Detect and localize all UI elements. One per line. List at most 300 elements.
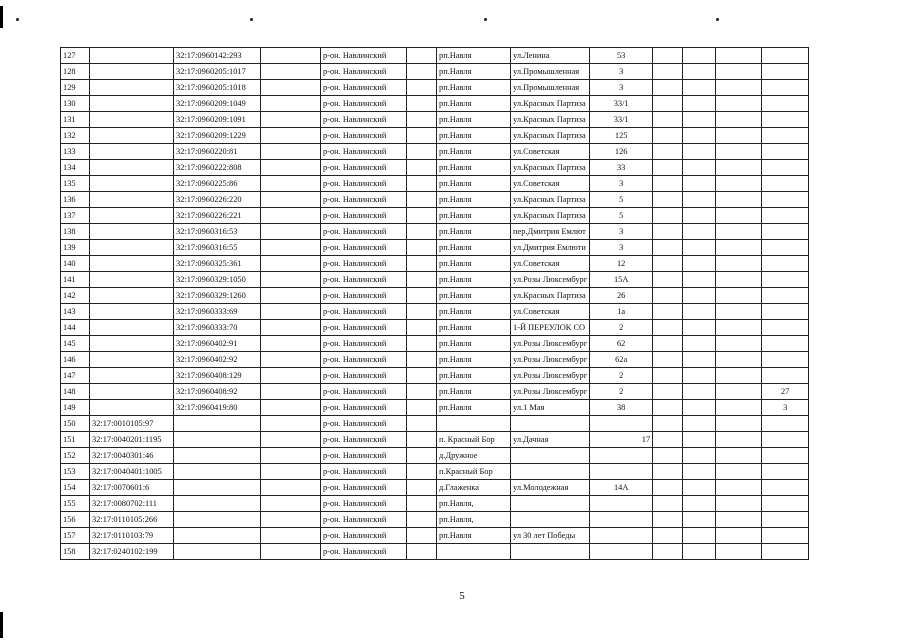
house-number-cell: 5 <box>590 192 653 208</box>
scan-dot <box>716 18 719 21</box>
extra-cell <box>653 336 683 352</box>
cadastral-number-b-cell: 32:17:0960225:86 <box>174 176 261 192</box>
apartment-cell <box>762 544 809 560</box>
cadastral-number-a-cell: 32:17:0010105:97 <box>90 416 174 432</box>
gap-cell <box>407 544 437 560</box>
blank-cell <box>683 80 716 96</box>
region-cell: р-он. Навлинский <box>321 272 407 288</box>
row-number-cell: 142 <box>61 288 90 304</box>
extra-cell <box>653 544 683 560</box>
blank-cell <box>683 192 716 208</box>
cadastral-number-b-cell: 32:17:0960408:92 <box>174 384 261 400</box>
street-cell: ул.Розы Люксембург <box>511 272 590 288</box>
gap-cell <box>407 448 437 464</box>
gap-cell <box>407 176 437 192</box>
settlement-cell <box>437 416 511 432</box>
table-row <box>61 320 809 336</box>
blank-cell <box>261 432 321 448</box>
gap-cell <box>407 240 437 256</box>
row-number-cell: 127 <box>61 48 90 64</box>
blank-cell <box>716 208 762 224</box>
apartment-cell: 27 <box>762 384 809 400</box>
house-number-cell <box>590 544 653 560</box>
settlement-cell: п.Красный Бор <box>437 464 511 480</box>
gap-cell <box>407 144 437 160</box>
gap-cell <box>407 304 437 320</box>
blank-cell <box>716 400 762 416</box>
cadastral-number-b-cell <box>174 512 261 528</box>
street-cell <box>511 544 590 560</box>
cadastral-number-a-cell <box>90 80 174 96</box>
cadastral-number-b-cell: 32:17:0960333:70 <box>174 320 261 336</box>
cadastral-number-b-cell: 32:17:0960205:1017 <box>174 64 261 80</box>
settlement-cell: рп.Навля <box>437 352 511 368</box>
cadastral-number-b-cell <box>174 496 261 512</box>
street-cell: ул 30 лет Победы <box>511 528 590 544</box>
settlement-cell <box>437 544 511 560</box>
house-number-cell <box>590 416 653 432</box>
table-row <box>61 240 809 256</box>
cadastral-number-a-cell <box>90 96 174 112</box>
blank-cell <box>716 48 762 64</box>
cadastral-number-a-cell <box>90 160 174 176</box>
gap-cell <box>407 208 437 224</box>
gap-cell <box>407 96 437 112</box>
table-row <box>61 176 809 192</box>
cadastral-number-a-cell: 32:17:0070601:6 <box>90 480 174 496</box>
cadastral-number-b-cell: 32:17:0960222:808 <box>174 160 261 176</box>
blank-cell <box>261 320 321 336</box>
house-number-cell: 3 <box>590 64 653 80</box>
cadastral-number-b-cell: 32:17:0960209:1091 <box>174 112 261 128</box>
settlement-cell: рп.Навля <box>437 80 511 96</box>
gap-cell <box>407 480 437 496</box>
region-cell: р-он. Навлинский <box>321 368 407 384</box>
cadastral-number-b-cell: 32:17:0960329:1260 <box>174 288 261 304</box>
house-number-cell: 3 <box>590 176 653 192</box>
apartment-cell <box>762 272 809 288</box>
blank-cell <box>716 160 762 176</box>
apartment-cell: 3 <box>762 400 809 416</box>
apartment-cell <box>762 464 809 480</box>
blank-cell <box>683 416 716 432</box>
table-row <box>61 464 809 480</box>
cadastral-number-a-cell <box>90 128 174 144</box>
row-number-cell: 143 <box>61 304 90 320</box>
region-cell: р-он. Навлинский <box>321 512 407 528</box>
gap-cell <box>407 288 437 304</box>
house-number-cell: 3 <box>590 224 653 240</box>
settlement-cell: рп.Навля <box>437 384 511 400</box>
cadastral-number-a-cell: 32:17:0110103:79 <box>90 528 174 544</box>
street-cell <box>511 464 590 480</box>
region-cell: р-он. Навлинский <box>321 432 407 448</box>
apartment-cell <box>762 480 809 496</box>
blank-cell <box>683 448 716 464</box>
row-number-cell: 144 <box>61 320 90 336</box>
row-number-cell: 145 <box>61 336 90 352</box>
blank-cell <box>261 464 321 480</box>
cadastral-number-a-cell <box>90 144 174 160</box>
row-number-cell: 130 <box>61 96 90 112</box>
extra-cell <box>653 272 683 288</box>
blank-cell <box>716 416 762 432</box>
blank-cell <box>261 80 321 96</box>
street-cell: ул.Красных Партиза <box>511 96 590 112</box>
settlement-cell: рп.Навля <box>437 64 511 80</box>
cadastral-number-a-cell <box>90 176 174 192</box>
house-number-cell: 126 <box>590 144 653 160</box>
table-row <box>61 432 809 448</box>
apartment-cell <box>762 192 809 208</box>
settlement-cell: д.Глаженка <box>437 480 511 496</box>
row-number-cell: 128 <box>61 64 90 80</box>
table-row <box>61 304 809 320</box>
settlement-cell: рп.Навля <box>437 400 511 416</box>
scan-dot <box>250 18 253 21</box>
gap-cell <box>407 192 437 208</box>
street-cell: ул.1 Мая <box>511 400 590 416</box>
extra-cell <box>653 96 683 112</box>
blank-cell <box>261 272 321 288</box>
blank-cell <box>683 432 716 448</box>
blank-cell <box>683 224 716 240</box>
street-cell: ул.Молодежная <box>511 480 590 496</box>
gap-cell <box>407 112 437 128</box>
gap-cell <box>407 496 437 512</box>
row-number-cell: 141 <box>61 272 90 288</box>
blank-cell <box>261 256 321 272</box>
cadastral-number-a-cell <box>90 208 174 224</box>
row-number-cell: 136 <box>61 192 90 208</box>
apartment-cell <box>762 144 809 160</box>
house-number-cell: 1а <box>590 304 653 320</box>
blank-cell <box>716 144 762 160</box>
cadastral-number-b-cell: 32:17:0960325:361 <box>174 256 261 272</box>
region-cell: р-он. Навлинский <box>321 256 407 272</box>
region-cell: р-он. Навлинский <box>321 384 407 400</box>
extra-cell <box>653 128 683 144</box>
region-cell: р-он. Навлинский <box>321 240 407 256</box>
street-cell <box>511 496 590 512</box>
row-number-cell: 154 <box>61 480 90 496</box>
settlement-cell: рп.Навля <box>437 272 511 288</box>
settlement-cell: рп.Навля <box>437 336 511 352</box>
house-number-cell <box>590 448 653 464</box>
blank-cell <box>716 80 762 96</box>
blank-cell <box>716 112 762 128</box>
cadastral-number-a-cell: 32:17:0040201:1195 <box>90 432 174 448</box>
region-cell: р-он. Навлинский <box>321 224 407 240</box>
extra-cell <box>653 448 683 464</box>
table-row <box>61 400 809 416</box>
blank-cell <box>683 96 716 112</box>
gap-cell <box>407 368 437 384</box>
row-number-cell: 150 <box>61 416 90 432</box>
blank-cell <box>261 352 321 368</box>
apartment-cell <box>762 352 809 368</box>
settlement-cell: рп.Навля <box>437 256 511 272</box>
gap-cell <box>407 416 437 432</box>
blank-cell <box>716 528 762 544</box>
street-cell: ул.Красных Партиза <box>511 192 590 208</box>
row-number-cell: 137 <box>61 208 90 224</box>
street-cell: ул.Советская <box>511 304 590 320</box>
row-number-cell: 155 <box>61 496 90 512</box>
gap-cell <box>407 224 437 240</box>
cadastral-number-b-cell: 32:17:0960408:129 <box>174 368 261 384</box>
extra-cell <box>653 304 683 320</box>
region-cell: р-он. Навлинский <box>321 288 407 304</box>
street-cell <box>511 416 590 432</box>
cadastral-number-a-cell <box>90 240 174 256</box>
house-number-cell: 2 <box>590 384 653 400</box>
settlement-cell: рп.Навля, <box>437 496 511 512</box>
blank-cell <box>261 400 321 416</box>
street-cell: ул.Советская <box>511 256 590 272</box>
region-cell: р-он. Навлинский <box>321 352 407 368</box>
region-cell: р-он. Навлинский <box>321 416 407 432</box>
house-number-cell: 17 <box>590 432 653 448</box>
blank-cell <box>261 224 321 240</box>
apartment-cell <box>762 304 809 320</box>
scan-edge-mark-bottom <box>0 612 3 638</box>
blank-cell <box>716 432 762 448</box>
cadastral-number-b-cell <box>174 448 261 464</box>
blank-cell <box>683 464 716 480</box>
gap-cell <box>407 160 437 176</box>
street-cell <box>511 512 590 528</box>
cadastral-number-a-cell <box>90 192 174 208</box>
row-number-cell: 132 <box>61 128 90 144</box>
blank-cell <box>261 416 321 432</box>
blank-cell <box>261 288 321 304</box>
blank-cell <box>716 352 762 368</box>
settlement-cell: рп.Навля <box>437 176 511 192</box>
house-number-cell: 62а <box>590 352 653 368</box>
region-cell: р-он. Навлинский <box>321 448 407 464</box>
apartment-cell <box>762 176 809 192</box>
extra-cell <box>653 192 683 208</box>
scan-edge-mark-top <box>0 6 3 28</box>
region-cell: р-он. Навлинский <box>321 64 407 80</box>
extra-cell <box>653 112 683 128</box>
street-cell: ул.Дмитрия Емлюти <box>511 240 590 256</box>
blank-cell <box>261 64 321 80</box>
blank-cell <box>716 480 762 496</box>
blank-cell <box>261 368 321 384</box>
cadastral-number-a-cell <box>90 320 174 336</box>
row-number-cell: 152 <box>61 448 90 464</box>
blank-cell <box>261 512 321 528</box>
property-registry-table <box>60 47 809 560</box>
cadastral-number-b-cell <box>174 544 261 560</box>
cadastral-number-a-cell <box>90 272 174 288</box>
table-row <box>61 96 809 112</box>
gap-cell <box>407 464 437 480</box>
extra-cell <box>653 208 683 224</box>
apartment-cell <box>762 368 809 384</box>
blank-cell <box>683 304 716 320</box>
blank-cell <box>683 64 716 80</box>
blank-cell <box>683 288 716 304</box>
region-cell: р-он. Навлинский <box>321 480 407 496</box>
row-number-cell: 129 <box>61 80 90 96</box>
street-cell: ул.Розы Люксембург <box>511 384 590 400</box>
row-number-cell: 133 <box>61 144 90 160</box>
street-cell: ул.Розы Люксембург <box>511 336 590 352</box>
row-number-cell: 158 <box>61 544 90 560</box>
row-number-cell: 147 <box>61 368 90 384</box>
blank-cell <box>261 544 321 560</box>
house-number-cell <box>590 528 653 544</box>
apartment-cell <box>762 432 809 448</box>
cadastral-number-b-cell: 32:17:0960205:1018 <box>174 80 261 96</box>
settlement-cell: рп.Навля <box>437 96 511 112</box>
house-number-cell: 14А <box>590 480 653 496</box>
extra-cell <box>653 352 683 368</box>
row-number-cell: 148 <box>61 384 90 400</box>
region-cell: р-он. Навлинский <box>321 528 407 544</box>
cadastral-number-b-cell: 32:17:0960220:81 <box>174 144 261 160</box>
table-row <box>61 144 809 160</box>
blank-cell <box>261 48 321 64</box>
blank-cell <box>261 384 321 400</box>
extra-cell <box>653 528 683 544</box>
settlement-cell: рп.Навля <box>437 320 511 336</box>
apartment-cell <box>762 80 809 96</box>
settlement-cell: рп.Навля <box>437 160 511 176</box>
street-cell: ул.Красных Партиза <box>511 208 590 224</box>
blank-cell <box>683 272 716 288</box>
cadastral-number-b-cell: 32:17:0960226:221 <box>174 208 261 224</box>
table-row <box>61 288 809 304</box>
blank-cell <box>261 528 321 544</box>
table-row <box>61 416 809 432</box>
gap-cell <box>407 320 437 336</box>
house-number-cell: 26 <box>590 288 653 304</box>
blank-cell <box>261 176 321 192</box>
gap-cell <box>407 80 437 96</box>
extra-cell <box>653 496 683 512</box>
blank-cell <box>683 544 716 560</box>
street-cell: 1-Й ПЕРЕУЛОК СО <box>511 320 590 336</box>
cadastral-number-b-cell: 32:17:0960209:1229 <box>174 128 261 144</box>
cadastral-number-a-cell <box>90 224 174 240</box>
extra-cell <box>653 224 683 240</box>
blank-cell <box>683 256 716 272</box>
extra-cell <box>653 384 683 400</box>
table-row <box>61 480 809 496</box>
region-cell: р-он. Навлинский <box>321 400 407 416</box>
blank-cell <box>716 384 762 400</box>
cadastral-number-a-cell: 32:17:0080702:111 <box>90 496 174 512</box>
blank-cell <box>261 144 321 160</box>
apartment-cell <box>762 288 809 304</box>
cadastral-number-a-cell <box>90 304 174 320</box>
apartment-cell <box>762 128 809 144</box>
cadastral-number-b-cell <box>174 464 261 480</box>
blank-cell <box>261 192 321 208</box>
row-number-cell: 138 <box>61 224 90 240</box>
street-cell: пер.Дмитрия Емлют <box>511 224 590 240</box>
table-row <box>61 368 809 384</box>
cadastral-number-a-cell <box>90 336 174 352</box>
house-number-cell: 38 <box>590 400 653 416</box>
settlement-cell: рп.Навля <box>437 128 511 144</box>
cadastral-number-a-cell <box>90 256 174 272</box>
apartment-cell <box>762 112 809 128</box>
table-row <box>61 528 809 544</box>
table-row <box>61 64 809 80</box>
blank-cell <box>716 64 762 80</box>
blank-cell <box>716 464 762 480</box>
apartment-cell <box>762 416 809 432</box>
page-number: 5 <box>459 590 465 602</box>
blank-cell <box>683 512 716 528</box>
gap-cell <box>407 400 437 416</box>
blank-cell <box>261 480 321 496</box>
extra-cell <box>653 416 683 432</box>
extra-cell <box>653 64 683 80</box>
settlement-cell: рп.Навля <box>437 368 511 384</box>
extra-cell <box>653 368 683 384</box>
cadastral-number-b-cell: 32:17:0960402:92 <box>174 352 261 368</box>
blank-cell <box>683 144 716 160</box>
table-row <box>61 128 809 144</box>
blank-cell <box>683 384 716 400</box>
apartment-cell <box>762 64 809 80</box>
cadastral-number-b-cell <box>174 416 261 432</box>
blank-cell <box>683 112 716 128</box>
house-number-cell: 3 <box>590 80 653 96</box>
street-cell: ул.Промышленная <box>511 80 590 96</box>
table-row <box>61 208 809 224</box>
house-number-cell: 53 <box>590 48 653 64</box>
settlement-cell: рп.Навля <box>437 224 511 240</box>
row-number-cell: 149 <box>61 400 90 416</box>
house-number-cell <box>590 512 653 528</box>
apartment-cell <box>762 512 809 528</box>
cadastral-number-b-cell: 32:17:0960226:220 <box>174 192 261 208</box>
gap-cell <box>407 64 437 80</box>
table-row <box>61 512 809 528</box>
street-cell: ул.Красных Партиза <box>511 112 590 128</box>
house-number-cell: 62 <box>590 336 653 352</box>
blank-cell <box>683 160 716 176</box>
blank-cell <box>716 496 762 512</box>
cadastral-number-a-cell <box>90 400 174 416</box>
blank-cell <box>716 368 762 384</box>
cadastral-number-a-cell <box>90 352 174 368</box>
apartment-cell <box>762 336 809 352</box>
region-cell: р-он. Навлинский <box>321 208 407 224</box>
blank-cell <box>261 96 321 112</box>
table-row <box>61 352 809 368</box>
cadastral-number-b-cell: 32:17:0960419:80 <box>174 400 261 416</box>
table-row <box>61 448 809 464</box>
table-row <box>61 112 809 128</box>
cadastral-number-b-cell <box>174 480 261 496</box>
gap-cell <box>407 128 437 144</box>
blank-cell <box>716 256 762 272</box>
street-cell: ул.Промышленная <box>511 64 590 80</box>
table-row <box>61 336 809 352</box>
blank-cell <box>716 176 762 192</box>
region-cell: р-он. Навлинский <box>321 336 407 352</box>
settlement-cell: рп.Навля, <box>437 512 511 528</box>
blank-cell <box>683 352 716 368</box>
